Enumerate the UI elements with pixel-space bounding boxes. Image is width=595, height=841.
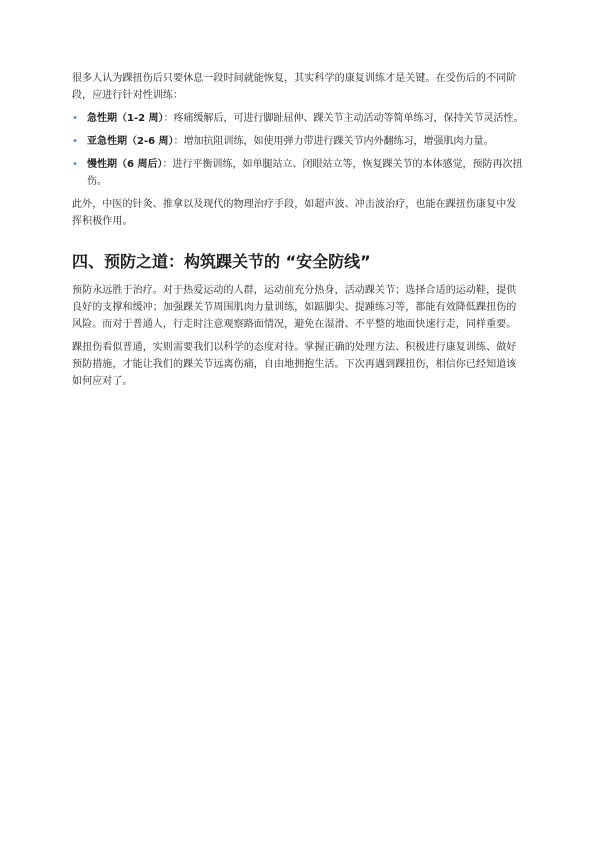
section-heading: 四、预防之道：构筑踝关节的 “安全防线” — [72, 252, 371, 271]
bullet-icon: • — [72, 159, 78, 170]
document-page — [72, 70, 526, 396]
intro-paragraph: 很多人认为踝扭伤后只要休息一段时间就能恢复，其实科学的康复训练才是关键。在受伤后的不同阶段，应进行针对性训练： — [72, 73, 517, 101]
rehab-phase-list — [72, 110, 526, 190]
conclusion-paragraph: 踝扭伤看似普通，实则需要我们以科学的态度对待。掌握正确的处理方法、积极进行康复训练、做好预防措施，才能让我们的踝关节远离伤痛，自由地拥抱生活。下次再遇到踝扭伤，相信你已经知道该如何应对了。 — [72, 342, 517, 387]
bullet-icon: • — [72, 136, 78, 147]
phase-term: 慢性期（6 周后） — [87, 159, 163, 170]
phase-term: 急性期（1-2 周） — [87, 113, 164, 124]
list-item-chronic-phase — [72, 156, 526, 190]
phase-separator: ： — [163, 113, 174, 124]
phase-description: 进行平衡训练，如单腿站立、闭眼站立等，恢复踝关节的本体感觉，预防再次扭伤。 — [87, 159, 523, 187]
prevention-paragraph: 预防永远胜于治疗。对于热爱运动的人群，运动前充分热身，活动踝关节；选择合适的运动鞋，提供良好的支撑和缓冲；加强踝关节周围肌肉力量训练，如踮脚尖、提踵练习等，都能有效降低踝扭伤的风险。而对于普通人，行走时注意观察路面情况，避免在湿滑、不平整的地面快速行走，同样重要。 — [72, 285, 517, 330]
after-list-paragraph: 此外，中医的针灸、推拿以及现代的物理治疗手段，如超声波、冲击波治疗，也能在踝扭伤康复中发挥积极作用。 — [72, 199, 517, 227]
phase-description: 增加抗阻训练，如使用弹力带进行踝关节内外翻练习，增强肌肉力量。 — [183, 136, 494, 147]
phase-separator: ： — [162, 159, 173, 170]
phase-term: 亚急性期（2-6 周） — [87, 136, 174, 147]
list-item-subacute-phase — [72, 133, 526, 150]
phase-description: 疼痛缓解后，可进行脚趾屈伸、踝关节主动活动等简单练习，保持关节灵活性。 — [173, 113, 524, 124]
list-item-acute-phase — [72, 110, 526, 127]
bullet-icon: • — [72, 113, 78, 124]
phase-separator: ： — [173, 136, 184, 147]
